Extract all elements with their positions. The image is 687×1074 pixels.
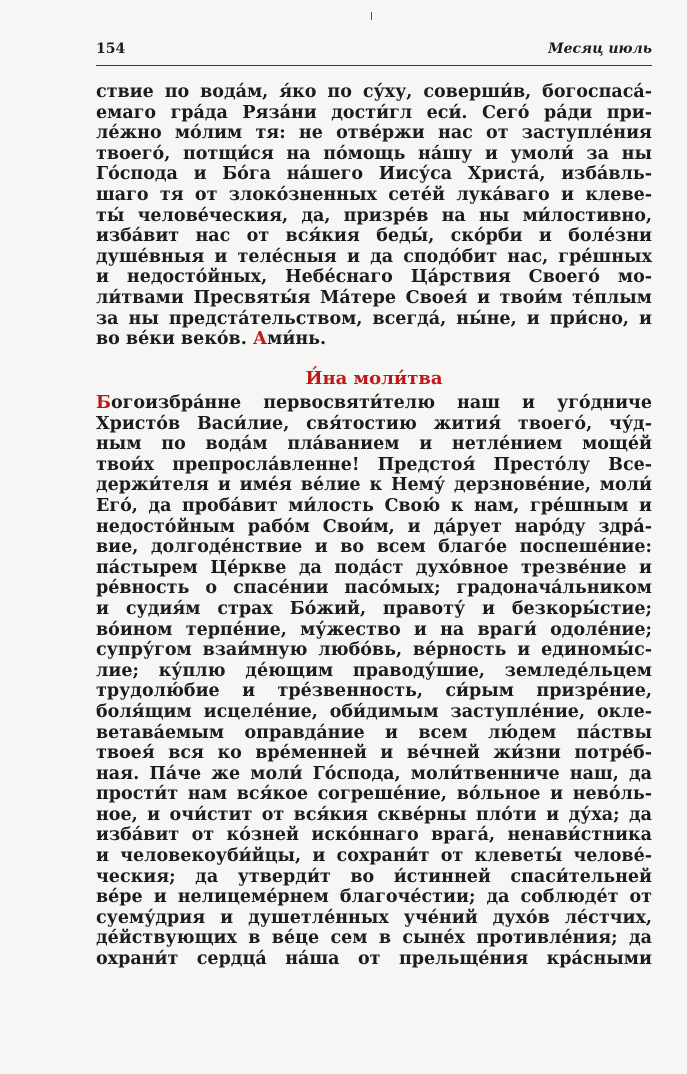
text-line: де́йствующих в ве́це сем в сыне́х противле́ния; да bbox=[96, 928, 652, 949]
prayer-one-text bbox=[96, 82, 652, 350]
running-title: Месяц июль bbox=[548, 41, 652, 57]
text-line: охрани́т сердца́ на́ша от прельще́ния кра́сными bbox=[96, 949, 652, 970]
text-line: ре́вность о спасе́нии пасо́мых; градонача́льником bbox=[96, 578, 652, 599]
page-number: 154 bbox=[96, 41, 126, 57]
text-line: твои́х препросла́вленне! Предстоя́ Престо́лу Все- bbox=[96, 454, 652, 475]
text-line: и судия́м страх Бо́жий, правоту́ и безкоры́стие; bbox=[96, 598, 652, 619]
text-line: трудолю́бие и тре́звенность, си́рым призре́ние, bbox=[96, 681, 652, 702]
text-line: ствие по вода́м, я́ко по су́ху, соверши́в, богоспаса́- bbox=[96, 82, 652, 102]
text-line: ветава́емым оправда́ние и всем лю́дем па́ствы bbox=[96, 722, 652, 743]
text-line: ное, и очи́стит от вся́кия скве́рны пло́ти и ду́ха; да bbox=[96, 804, 652, 825]
text-line: суему́дрия и душетле́нных уче́ний духо́в ле́стчих, bbox=[96, 907, 652, 928]
text-line: ная. Па́че же моли́ Го́спода, моли́твенниче наш, да bbox=[96, 763, 652, 784]
text-line: во́ином терпе́ние, му́жество и на враги́ одоле́ние; bbox=[96, 619, 652, 640]
text-line: Его́, да проба́вит ми́лость Свою́ к нам, гре́шным и bbox=[96, 495, 652, 516]
final-line bbox=[96, 329, 652, 350]
text-line: и недосто́йных, Небе́снаго Ца́рствия Своего́ мо- bbox=[96, 267, 652, 288]
text-line: ли́твами Пресвяты́я Ма́тере Своея́ и твои́м те́плым bbox=[96, 287, 652, 308]
text-line: ве́ре и нелицеме́рнем благоче́стии; да соблюде́т от bbox=[96, 887, 652, 908]
text-line: вие, долгоде́нствие и во всем благо́е поспеше́ние: bbox=[96, 537, 652, 558]
text-line: супру́гом взаи́мную любо́вь, ве́рность и единомы́с- bbox=[96, 640, 652, 661]
text-line: ты́ челове́ческия, да, призре́в на ны ми́лостивно, bbox=[96, 205, 652, 226]
section-heading: И́на моли́тва bbox=[305, 368, 443, 389]
text-line: изба́вит нас от вся́кия беды́, ско́рби и боле́зни bbox=[96, 226, 652, 247]
drop-cap: Б bbox=[96, 393, 111, 413]
text-line: и человекоуби́йцы, и сохрани́т от клеветы́ челове́- bbox=[96, 846, 652, 867]
text-line: Го́спода и Бо́га на́шего Иису́са Христа́, изба́вль- bbox=[96, 164, 652, 185]
text-line: прости́т нам вся́кое согреше́ние, во́льное и нево́ль- bbox=[96, 784, 652, 805]
text-line: держи́теля и име́я ве́лие к Нему́ дерзнове́ние, моли́ bbox=[96, 475, 652, 496]
text-line: недосто́йным рабо́м Свои́м, и да́рует наро́ду здра́- bbox=[96, 516, 652, 537]
first-line-rest: огоизбра́нне первосвяти́телю наш и уго́дниче bbox=[110, 393, 652, 413]
text-line: Христо́в Васи́лие, свя́тостию жития́ твоего́, чу́д- bbox=[96, 413, 652, 434]
amen-initial: А bbox=[252, 329, 268, 350]
binding-mark bbox=[371, 12, 372, 20]
prayer-two-text bbox=[96, 393, 652, 970]
text-line: твоего́, потщи́ся на по́мощь на́шу и умоли́ за ны bbox=[96, 143, 652, 164]
text-line: па́стырем Це́ркве да пода́ст духо́вное трезве́ние и bbox=[96, 557, 652, 578]
text-line: ле́жно мо́лим тя: не отве́ржи нас от заступле́ния bbox=[96, 123, 652, 144]
final-line-text: во ве́ки веко́в. bbox=[96, 329, 253, 350]
text-line: изба́вит от ко́зней иско́ннаго врага́, ненави́стника bbox=[96, 825, 652, 846]
text-line: за ны предста́тельством, всегда́, ны́не, и при́сно, и bbox=[96, 308, 652, 329]
text-line: боля́щим исцеле́ние, оби́димым заступле́ние, окле- bbox=[96, 701, 652, 722]
text-line: шаго тя от злоко́зненных сете́й лука́ваго и клеве- bbox=[96, 184, 652, 205]
text-line: ным по вода́м пла́ванием и нетле́нием моще́й bbox=[96, 434, 652, 455]
text-line: лие; ку́плю де́ющим праводу́шие, земледе́льцем bbox=[96, 660, 652, 681]
text-line: емаго гра́да Ряза́ни дости́гл еси́. Сего́ ра́ди при- bbox=[96, 102, 652, 123]
text-line: душе́вныя и теле́сныя и да сподо́бит нас, гре́шных bbox=[96, 246, 652, 267]
page-header bbox=[96, 39, 652, 66]
first-line bbox=[96, 393, 652, 414]
text-line: ческия; да утверди́т во и́стинней спаси́тельней bbox=[96, 866, 652, 887]
amen-rest: ми́нь. bbox=[267, 329, 327, 350]
text-line: твоея́ вся ко вре́менней и ве́чней жи́зни потре́б- bbox=[96, 743, 652, 764]
